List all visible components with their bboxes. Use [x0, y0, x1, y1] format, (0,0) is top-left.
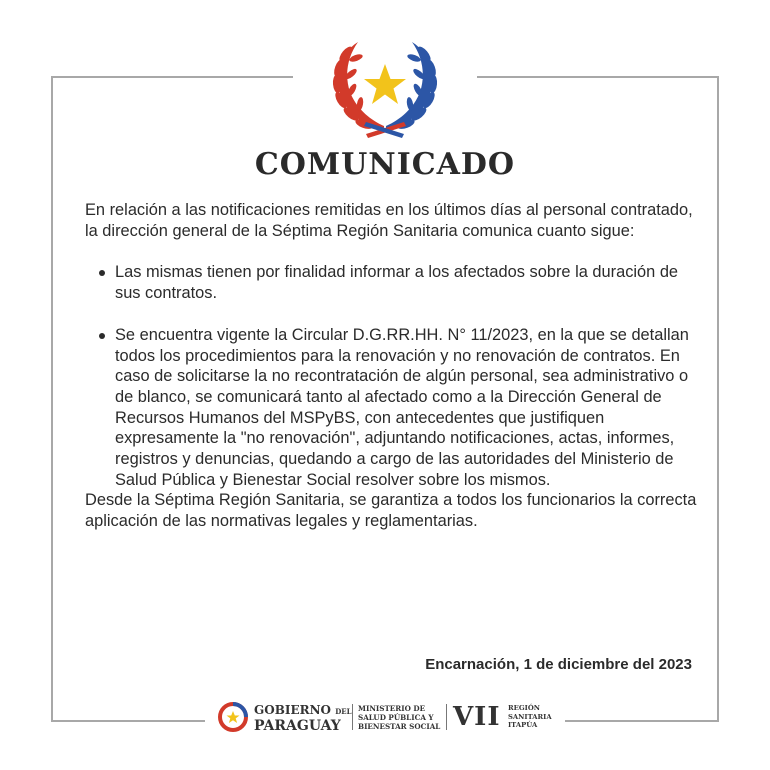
gobierno-label [254, 703, 352, 733]
ministerio-line: BIENESTAR SOCIAL [358, 722, 441, 731]
bullet-list [85, 262, 700, 490]
footer-divider [352, 704, 353, 730]
region-line: SANITARIA [508, 712, 552, 721]
bullet-text: Las mismas tienen por finalidad informar a los afectados sobre la duración de sus contratos. [115, 263, 679, 303]
region-line: REGIÓN [508, 704, 540, 712]
intro-paragraph: En relación a las notificaciones remitidas en los últimos días al personal contratado, la dirección general de la Séptima Región Sanitaria comunica cuanto sigue: [85, 201, 693, 240]
region-number: VII [453, 702, 501, 732]
paraguay-emblem-icon [326, 34, 444, 138]
bullet-icon [99, 270, 105, 276]
region-label [508, 704, 552, 730]
list-item [85, 262, 700, 303]
region-line: ITAPÚA [508, 721, 538, 729]
date-line: Encarnación, 1 de diciembre del 2023 [425, 656, 692, 673]
gobierno-line1: GOBIERNO [254, 703, 331, 717]
ministerio-line: MINISTERIO DE [358, 704, 426, 713]
ministerio-line: SALUD PÚBLICA Y [358, 713, 434, 722]
gobierno-del: DEL [335, 707, 352, 716]
page-title: COMUNICADO [254, 147, 516, 182]
gobierno-line2: PARAGUAY [254, 718, 341, 734]
communique-body [85, 200, 700, 532]
gobierno-paraguay-logo-icon [218, 702, 248, 732]
list-item [85, 325, 700, 491]
bullet-text: Se encuentra vigente la Circular D.G.RR.HH. N° 11/2023, en la que se detallan todos los procedimientos para la renovación y no renovación de contratos. En caso de solicitarse la no recontratación de algún personal, sea administrativo o de blanco, se comunicará tanto al afectado como a la Dirección General de Recursos Humanos del MSPyBS, con antecedentes que justifiquen expresamente la "no renovación", adjuntando notificaciones, actas, informes, registros y denuncias, quedando a cargo de las autoridades del Ministerio de Salud Pública y Bienestar Social resolver sobre los mismos. [115, 325, 689, 489]
ministerio-label [358, 704, 440, 731]
footer-logos [218, 700, 558, 736]
closing-paragraph: Desde la Séptima Región Sanitaria, se garantiza a todos los funcionarios la correcta aplicación de las normativas legales y reglamentarias. [85, 491, 697, 531]
footer-divider [446, 704, 447, 730]
bullet-icon [99, 333, 105, 339]
